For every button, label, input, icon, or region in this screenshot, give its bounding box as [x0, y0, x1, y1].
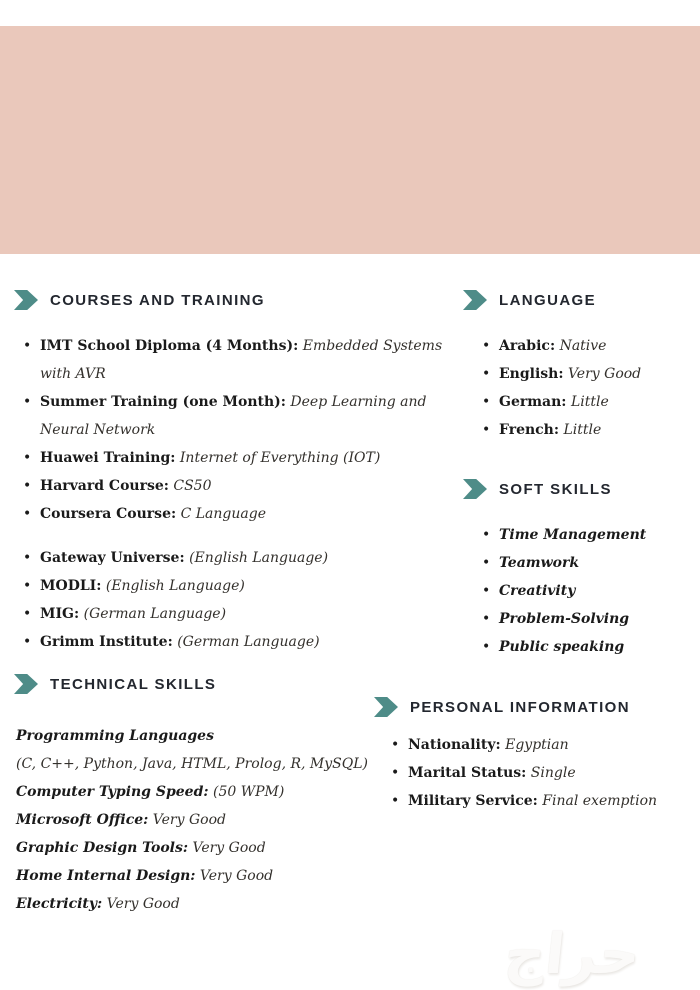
courses-list	[14, 332, 450, 528]
item-label: Arabic:	[499, 338, 556, 354]
section-title: COURSES AND TRAINING	[50, 291, 265, 309]
item-value: (German Language)	[177, 634, 320, 650]
item-label: Nationality:	[408, 737, 501, 753]
soft-skills-list	[463, 521, 693, 661]
header-color-block	[0, 26, 700, 254]
list-item	[14, 472, 450, 500]
list-item	[463, 388, 693, 416]
skill-label: Programming Languages	[16, 728, 214, 744]
chevron-icon	[463, 479, 487, 499]
section-header	[463, 479, 693, 499]
list-item	[374, 787, 694, 815]
personal-info-list	[374, 731, 694, 815]
item-value: (English Language)	[189, 550, 329, 566]
chevron-icon	[14, 674, 38, 694]
list-item	[463, 633, 693, 661]
item-value: Internet of Everything (IOT)	[179, 450, 381, 466]
list-item	[463, 605, 693, 633]
language-list	[463, 332, 693, 444]
section-header	[14, 674, 454, 694]
item-value: Single	[530, 765, 576, 781]
list-item	[14, 544, 450, 572]
item-value: Native	[559, 338, 607, 354]
item-value: CS50	[173, 478, 212, 494]
chevron-icon	[374, 697, 398, 717]
item-label: IMT School Diploma (4 Months):	[40, 338, 299, 354]
item-label: MODLI:	[40, 578, 102, 594]
skill-label: Microsoft Office:	[16, 812, 149, 828]
item-value: (German Language)	[83, 606, 227, 622]
section-soft-skills	[463, 479, 693, 661]
item-label: French:	[499, 422, 560, 438]
item-value: Egyptian	[505, 737, 569, 753]
item-label: Military Service:	[408, 793, 538, 809]
skill-label: Graphic Design Tools:	[16, 840, 189, 856]
chevron-icon	[14, 290, 38, 310]
item-value: Very Good	[567, 366, 642, 382]
item-label: Teamwork	[499, 555, 580, 571]
section-header	[463, 290, 693, 310]
list-item	[14, 388, 450, 444]
skill-value: Very Good	[152, 812, 226, 828]
list-item	[14, 628, 450, 656]
item-label: Grimm Institute:	[40, 634, 173, 650]
list-item	[463, 521, 693, 549]
item-label: Public speaking	[499, 639, 625, 655]
skill-value: Very Good	[106, 896, 180, 912]
item-label: MIG:	[40, 606, 80, 622]
list-item	[463, 416, 693, 444]
list-item	[14, 600, 450, 628]
skill-value: (50 WPM)	[212, 784, 285, 800]
item-label: Summer Training (one Month):	[40, 394, 286, 410]
section-title: SOFT SKILLS	[499, 480, 612, 498]
item-value: Final exemption	[542, 793, 658, 809]
item-value: Little	[563, 422, 602, 438]
skill-label: Electricity:	[16, 896, 103, 912]
list-item	[14, 332, 450, 388]
skill-label: Computer Typing Speed:	[16, 784, 209, 800]
list-item	[14, 500, 450, 528]
item-label: Coursera Course:	[40, 506, 177, 522]
skill-line	[16, 834, 454, 862]
item-value: Deep Learning and Neural Network	[40, 394, 427, 438]
courses-list-institutes	[14, 544, 450, 656]
skill-value: Very Good	[199, 868, 274, 884]
skill-value: Very Good	[192, 840, 266, 856]
section-title: LANGUAGE	[499, 291, 597, 309]
list-item	[463, 577, 693, 605]
list-item	[14, 572, 450, 600]
item-label: German:	[499, 394, 567, 410]
chevron-icon	[463, 290, 487, 310]
item-value: C Language	[180, 506, 266, 522]
skill-line	[16, 890, 454, 918]
haraj-watermark: حراج	[501, 922, 644, 987]
item-label: Marital Status:	[408, 765, 527, 781]
item-label: Huawei Training:	[40, 450, 176, 466]
item-label: Problem-Solving	[499, 611, 630, 627]
section-courses-and-training	[14, 290, 450, 656]
section-personal-information	[374, 697, 694, 815]
item-label: English:	[499, 366, 564, 382]
skill-line	[16, 862, 454, 890]
list-item	[374, 731, 694, 759]
item-label: Harvard Course:	[40, 478, 169, 494]
item-label: Gateway Universe:	[40, 550, 185, 566]
list-item	[463, 332, 693, 360]
list-item	[463, 549, 693, 577]
skill-label: Home Internal Design:	[16, 868, 196, 884]
section-header	[374, 697, 694, 717]
section-title: TECHNICAL SKILLS	[50, 675, 217, 693]
item-label: Time Management	[499, 527, 647, 543]
list-item	[14, 444, 450, 472]
section-header	[14, 290, 450, 310]
section-language	[463, 290, 693, 444]
item-value: Embedded Systems with AVR	[40, 338, 443, 382]
item-value: (English Language)	[105, 578, 245, 594]
item-value: Little	[570, 394, 609, 410]
list-item	[374, 759, 694, 787]
skill-value: (C, C++, Python, Java, HTML, Prolog, R, MySQL)	[16, 756, 368, 772]
item-label: Creativity	[499, 583, 576, 599]
list-item	[463, 360, 693, 388]
section-title: PERSONAL INFORMATION	[410, 698, 630, 716]
